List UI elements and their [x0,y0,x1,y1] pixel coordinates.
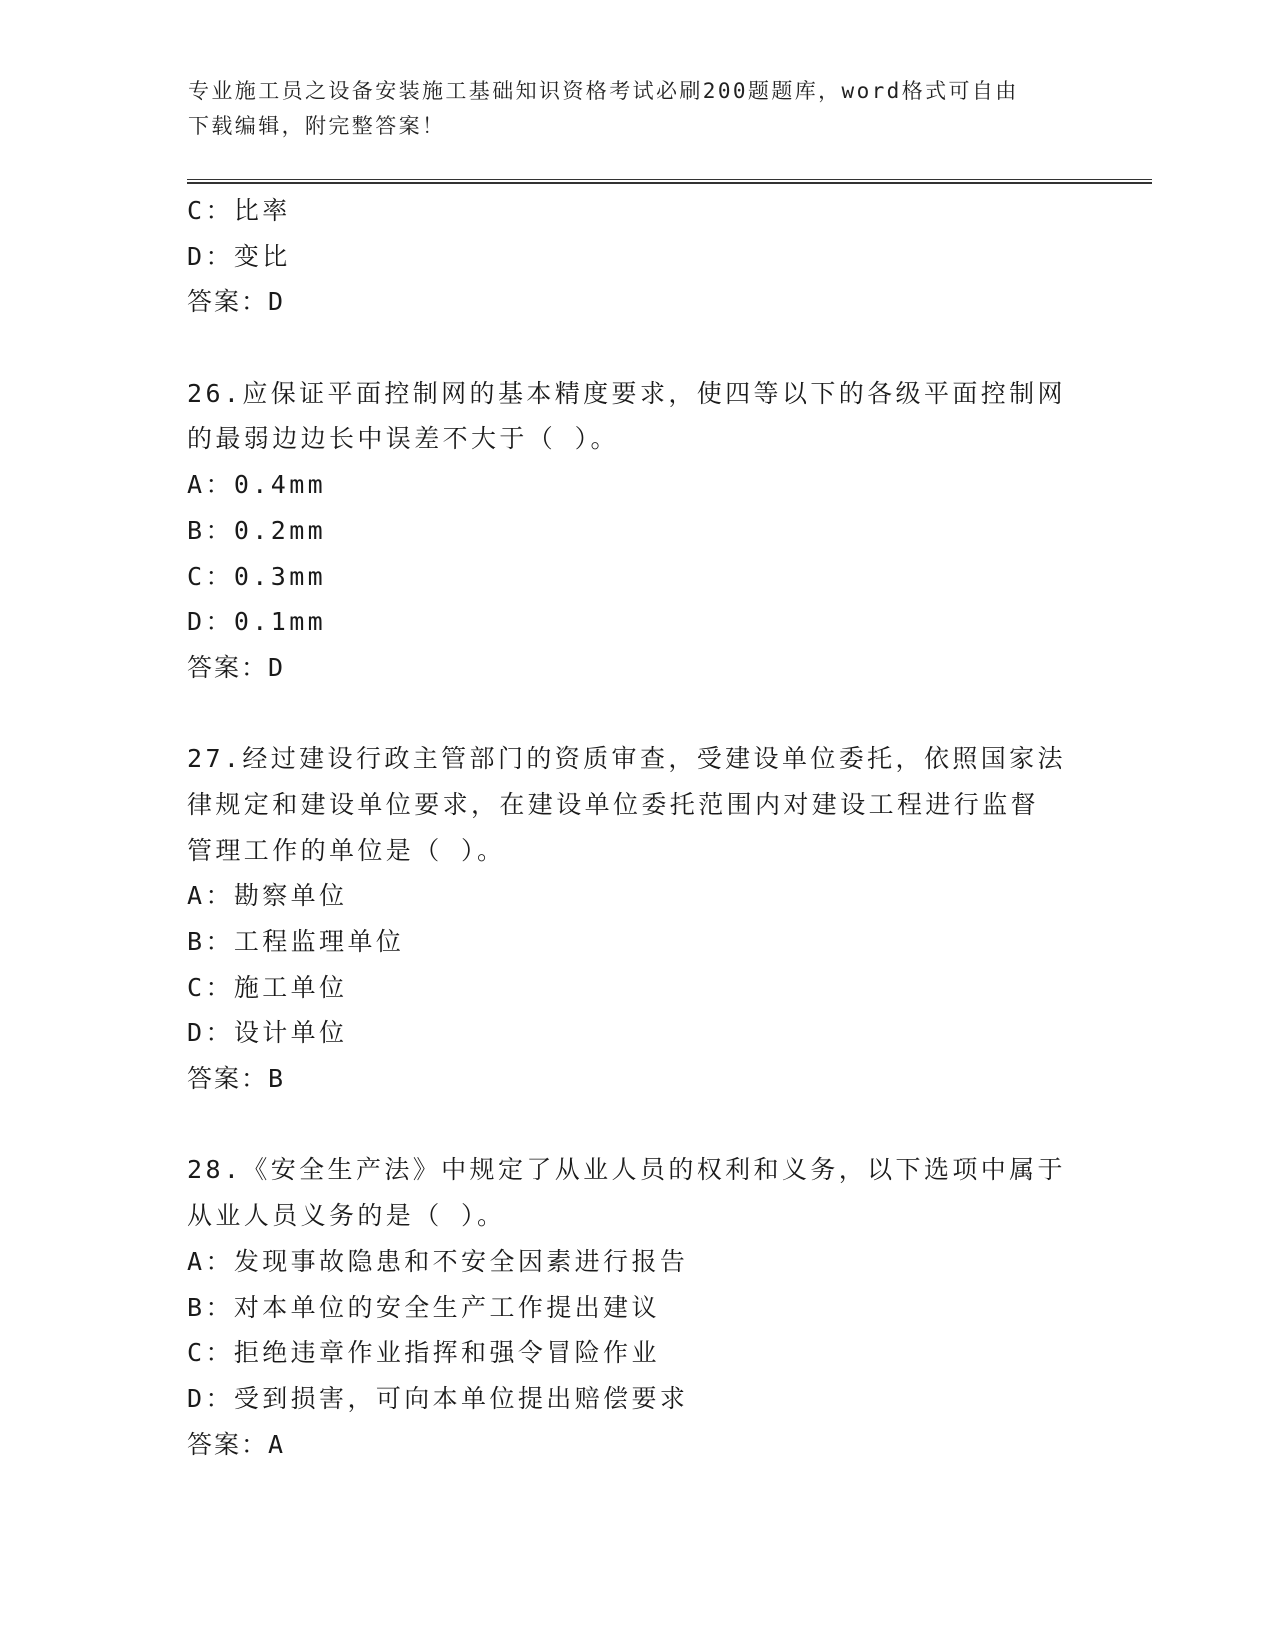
question-text-line: 律规定和建设单位要求，在建设单位委托范围内对建设工程进行监督 [187,789,1040,819]
spacer [187,691,1087,737]
answer-line: 答案：D [187,287,286,317]
option-a: A：发现事故隐患和不安全因素进行报告 [187,1246,689,1276]
question-text-line: 26.应保证平面控制网的基本精度要求，使四等以下的各级平面控制网 [187,378,1066,408]
option-d: D：设计单位 [187,1018,348,1048]
question-text-line: 管理工作的单位是（ ）。 [187,835,506,865]
question-26 [187,371,1087,691]
option-a: A：勘察单位 [187,881,348,911]
option-c: C：比率 [187,196,291,225]
option-c: C：施工单位 [187,972,348,1002]
option-b: B：0.2mm [187,515,327,545]
option-c: C：拒绝违章作业指挥和强令冒险作业 [187,1338,660,1368]
header-line-1: 专业施工员之设备安装施工基础知识资格考试必刷200题题库，word格式可自由 [188,79,1019,103]
question-text-line: 28.《安全生产法》中规定了从业人员的权利和义务，以下选项中属于 [187,1155,1066,1185]
option-c: C：0.3mm [187,561,327,591]
question-28 [187,1147,1087,1467]
answer-line: 答案：A [187,1429,286,1459]
question-text-line: 27.经过建设行政主管部门的资质审查，受建设单位委托，依照国家法 [187,744,1066,774]
answer-line: 答案：B [187,1064,286,1094]
option-a: A：0.4mm [187,470,327,500]
answer-line: 答案：D [187,652,286,682]
header-line-2: 下载编辑，附完整答案！ [188,114,446,138]
document-header [188,74,1078,144]
question-text-line: 的最弱边边长中误差不大于（ ）。 [187,424,619,454]
header-divider [187,179,1152,184]
question-27 [187,736,1087,1102]
previous-question-tail [187,188,1087,325]
question-text-line: 从业人员义务的是（ ）。 [187,1201,506,1231]
spacer [187,1102,1087,1148]
option-d: D：变比 [187,241,291,271]
question-list [187,188,1087,1467]
spacer [187,325,1087,371]
option-b: B：对本单位的安全生产工作提出建议 [187,1292,660,1322]
option-d: D：0.1mm [187,607,327,637]
option-b: B：工程监理单位 [187,927,405,956]
option-d: D：受到损害，可向本单位提出赔偿要求 [187,1383,689,1413]
